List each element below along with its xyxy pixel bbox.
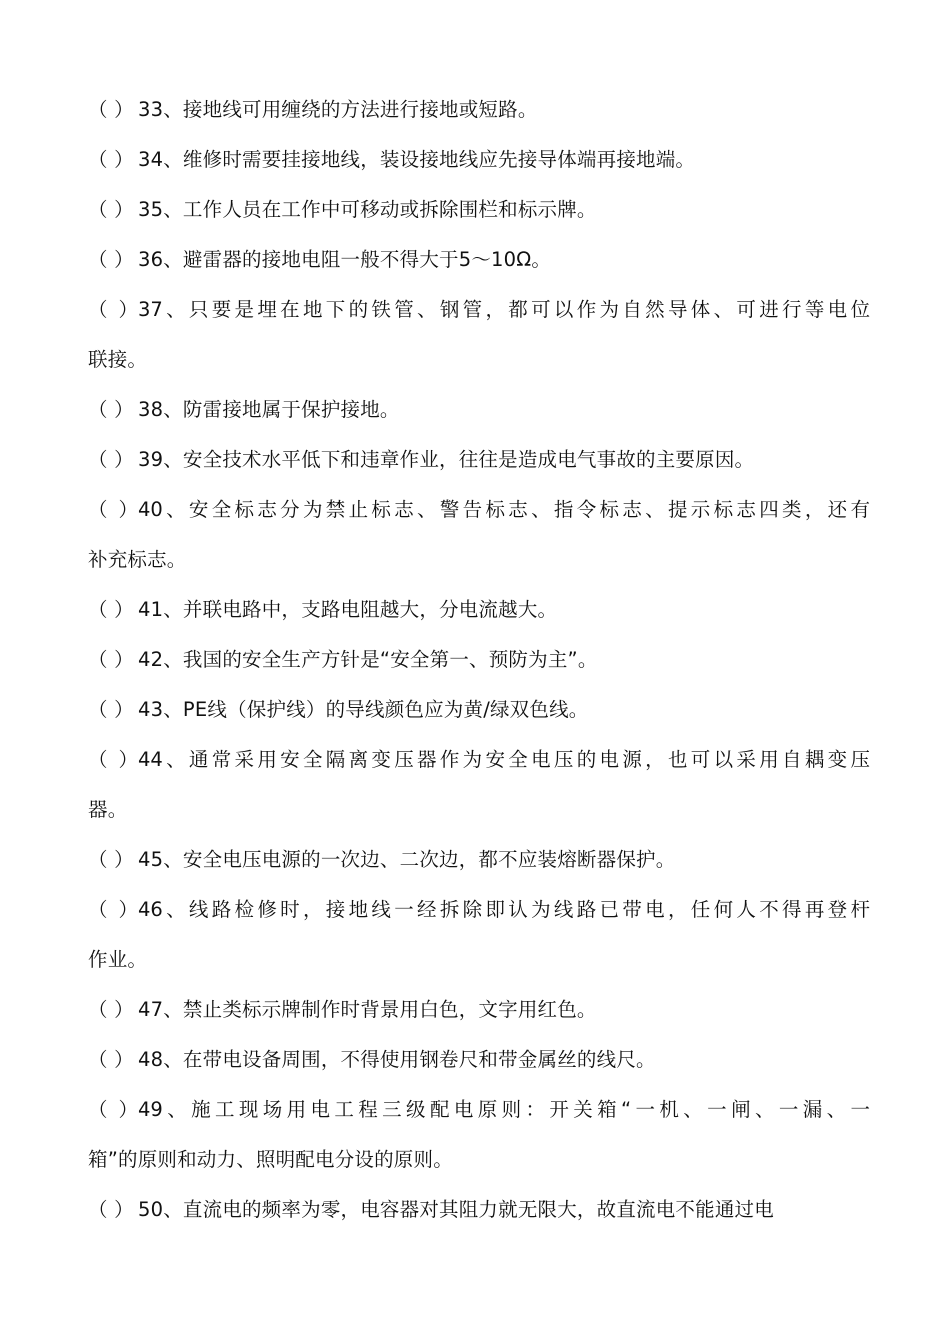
question-line <box>88 91 870 141</box>
question-text: 39、安全技术水平低下和违章作业，往往是造成电气事故的主要原因。 <box>138 448 755 471</box>
question-list <box>88 91 870 1241</box>
question-text: 44、通常采用安全隔离变压器作为安全电压的电源，也可以采用自耦变压 <box>138 748 870 771</box>
question-line <box>88 1041 870 1091</box>
question-text: 35、工作人员在工作中可移动或拆除围栏和标示牌。 <box>138 198 597 221</box>
question-text: 34、维修时需要挂接地线，装设接地线应先接导体端再接地端。 <box>138 148 696 171</box>
question-line <box>88 641 870 691</box>
question-text: 42、我国的安全生产方针是“安全第一、预防为主”。 <box>138 648 598 671</box>
answer-bracket: （ ） <box>88 198 134 221</box>
question-text: 33、接地线可用缠绕的方法进行接地或短路。 <box>138 98 538 121</box>
question-line <box>88 241 870 291</box>
question-line <box>88 141 870 191</box>
answer-bracket: （ ） <box>88 848 134 871</box>
question-line <box>88 391 870 441</box>
answer-bracket: （ ） <box>88 1098 138 1121</box>
question-text: 48、在带电设备周围，不得使用钢卷尺和带金属丝的线尺。 <box>138 1048 656 1071</box>
question-line <box>88 691 870 741</box>
answer-bracket: （ ） <box>88 648 134 671</box>
question-continuation: 器。 <box>88 798 128 821</box>
answer-bracket: （ ） <box>88 298 138 321</box>
question-text: 43、PE线（保护线）的导线颜色应为黄/绿双色线。 <box>138 698 589 721</box>
question-line <box>88 591 870 641</box>
answer-bracket: （ ） <box>88 598 134 621</box>
question-text: 38、防雷接地属于保护接地。 <box>138 398 400 421</box>
question-line <box>88 191 870 241</box>
answer-bracket: （ ） <box>88 498 138 521</box>
answer-bracket: （ ） <box>88 998 134 1021</box>
question-continuation: 箱”的原则和动力、照明配电分设的原则。 <box>88 1148 453 1171</box>
question-line <box>88 291 870 341</box>
question-line <box>88 1091 870 1141</box>
question-text: 36、避雷器的接地电阻一般不得大于5～10Ω。 <box>138 248 552 271</box>
question-line <box>88 991 870 1041</box>
question-continuation: 补充标志。 <box>88 548 187 571</box>
answer-bracket: （ ） <box>88 248 134 271</box>
question-line <box>88 491 870 541</box>
answer-bracket: （ ） <box>88 398 134 421</box>
question-text: 49、施工现场用电工程三级配电原则：开关箱“一机、一闸、一漏、一 <box>138 1098 870 1121</box>
question-line <box>88 1191 870 1241</box>
question-text: 40、安全标志分为禁止标志、警告标志、指令标志、提示标志四类，还有 <box>138 498 870 521</box>
question-continuation: 作业。 <box>88 948 148 971</box>
answer-bracket: （ ） <box>88 898 138 921</box>
question-line <box>88 741 870 791</box>
question-line <box>88 841 870 891</box>
question-text: 45、安全电压电源的一次边、二次边，都不应装熔断器保护。 <box>138 848 676 871</box>
question-line <box>88 891 870 941</box>
answer-bracket: （ ） <box>88 1198 134 1221</box>
question-text: 47、禁止类标示牌制作时背景用白色，文字用红色。 <box>138 998 597 1021</box>
answer-bracket: （ ） <box>88 748 138 771</box>
answer-bracket: （ ） <box>88 1048 134 1071</box>
question-text: 37、只要是埋在地下的铁管、钢管，都可以作为自然导体、可进行等电位 <box>138 298 870 321</box>
question-continuation: 联接。 <box>88 348 148 371</box>
question-text: 41、并联电路中，支路电阻越大，分电流越大。 <box>138 598 558 621</box>
answer-bracket: （ ） <box>88 98 134 121</box>
question-text: 46、线路检修时，接地线一经拆除即认为线路已带电，任何人不得再登杆 <box>138 898 870 921</box>
answer-bracket: （ ） <box>88 698 134 721</box>
answer-bracket: （ ） <box>88 148 134 171</box>
question-text: 50、直流电的频率为零，电容器对其阻力就无限大，故直流电不能通过电 <box>138 1198 774 1221</box>
answer-bracket: （ ） <box>88 448 134 471</box>
question-line <box>88 441 870 491</box>
